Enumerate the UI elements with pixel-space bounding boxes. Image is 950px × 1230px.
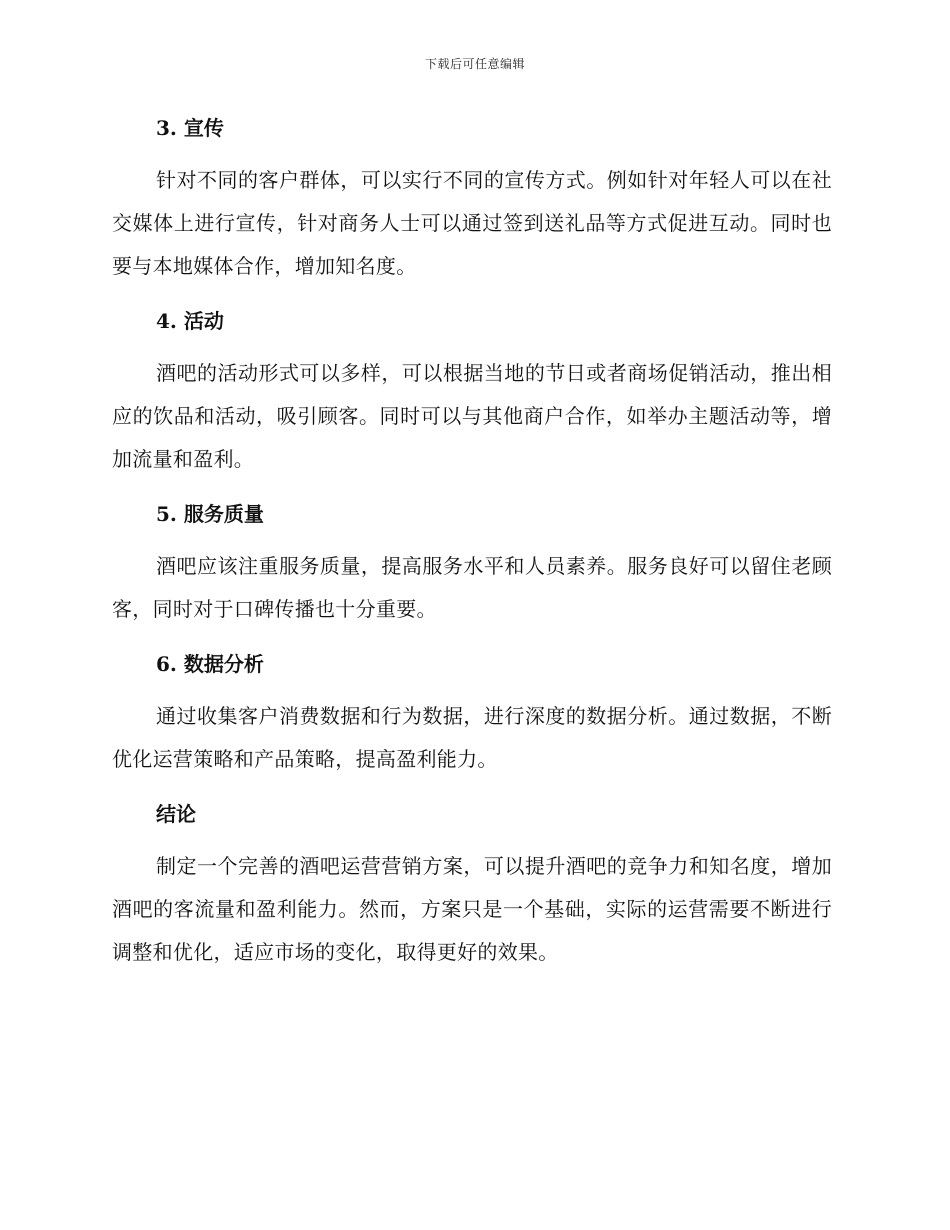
section-heading-promotion: 3. 宣传 <box>156 116 224 140</box>
section-paragraph-data-analysis: 通过收集客户消费数据和行为数据，进行深度的数据分析。通过数据，不断优化运营策略和产品策略，提高盈利能力。 <box>112 704 832 771</box>
section-heading-activities: 4. 活动 <box>156 309 224 333</box>
section-paragraph-promotion: 针对不同的客户群体，可以实行不同的宣传方式。例如针对年轻人可以在社交媒体上进行宣传，针对商务人士可以通过签到送礼品等方式促进互动。同时也要与本地媒体合作，增加知名度。 <box>112 168 832 278</box>
section-heading-conclusion: 结论 <box>156 802 196 826</box>
page-header: 下载后可任意编辑 <box>424 57 525 71</box>
document-body <box>112 108 832 987</box>
section-paragraph-service-quality: 酒吧应该注重服务质量，提高服务水平和人员素养。服务良好可以留住老顾客，同时对于口碑传播也十分重要。 <box>112 554 832 621</box>
section-heading-service-quality: 5. 服务质量 <box>156 502 264 526</box>
section-paragraph-activities: 酒吧的活动形式可以多样，可以根据当地的节日或者商场促销活动，推出相应的饮品和活动，吸引顾客。同时可以与其他商户合作，如举办主题活动等，增加流量和盈利。 <box>112 361 832 471</box>
section-heading-data-analysis: 6. 数据分析 <box>156 652 264 676</box>
section-paragraph-conclusion: 制定一个完善的酒吧运营营销方案，可以提升酒吧的竞争力和知名度，增加酒吧的客流量和盈利能力。然而，方案只是一个基础，实际的运营需要不断进行调整和优化，适应市场的变化，取得更好的效果。 <box>112 854 832 964</box>
